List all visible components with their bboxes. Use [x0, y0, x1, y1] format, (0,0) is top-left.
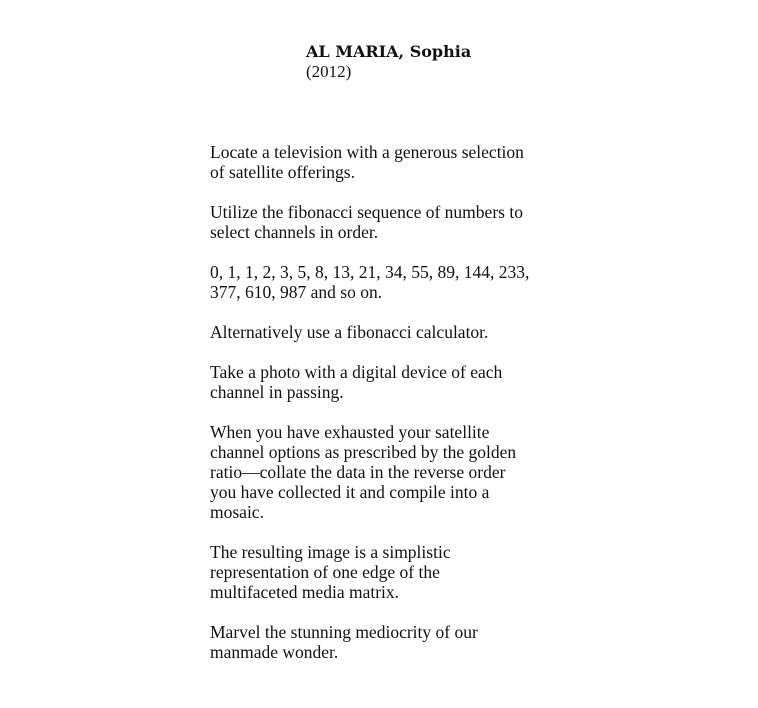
document-header [306, 42, 471, 82]
paragraph: Alternatively use a fibonacci calculator. [210, 322, 489, 342]
paragraph: The resulting image is a simplistic representation of one edge of the multifaceted media matrix. [210, 542, 451, 602]
paragraph: Marvel the stunning mediocrity of our manmade wonder. [210, 622, 478, 662]
paragraph: Utilize the fibonacci sequence of numbers to select channels in order. [210, 202, 523, 242]
paragraph: 0, 1, 1, 2, 3, 5, 8, 13, 21, 34, 55, 89, 144, 233, 377, 610, 987 and so on. [210, 262, 530, 302]
author-name: AL MARIA, Sophia [306, 42, 472, 61]
publication-year: (2012) [306, 62, 352, 81]
paragraph: Locate a television with a generous selection of satellite offerings. [210, 142, 524, 182]
paragraph: Take a photo with a digital device of each channel in passing. [210, 362, 503, 402]
instruction-text [210, 142, 610, 682]
paragraph: When you have exhausted your satellite channel options as prescribed by the golden ratio—collate the data in the reverse order you have collected it and compile into a mosaic. [210, 422, 517, 522]
